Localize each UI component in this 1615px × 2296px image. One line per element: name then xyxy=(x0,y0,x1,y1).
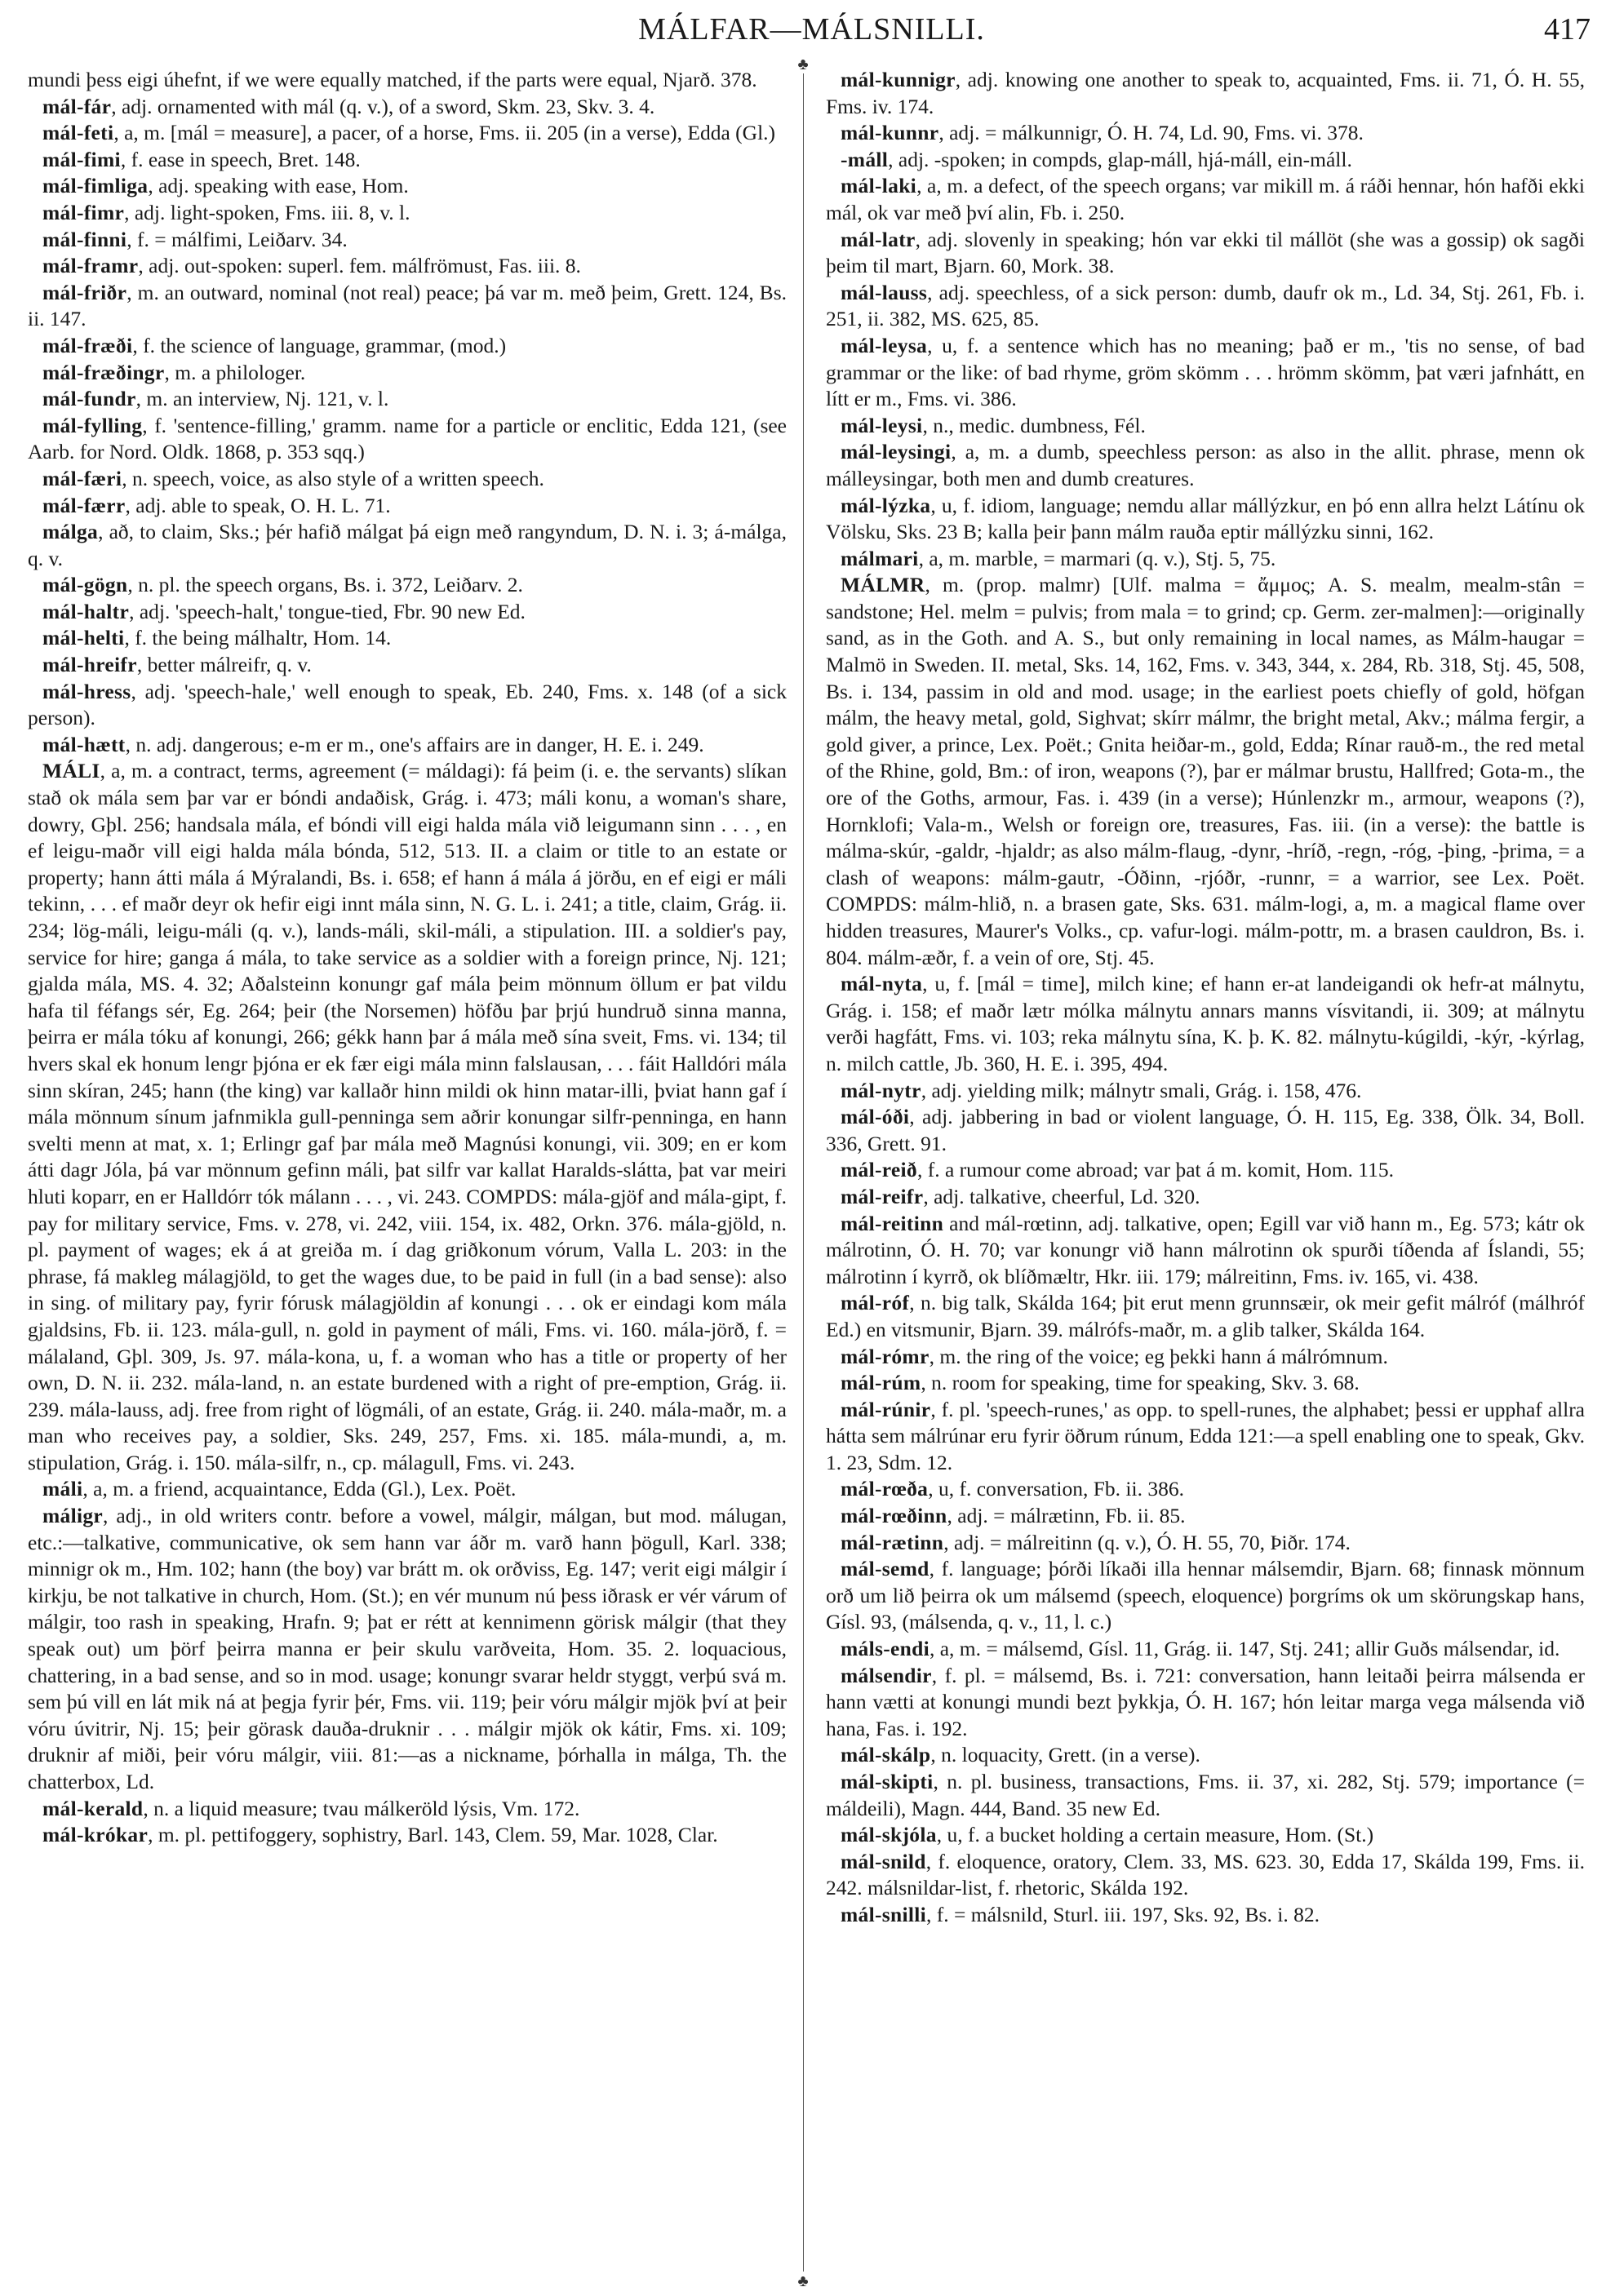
entry-headword: málmari xyxy=(841,546,919,570)
entry-definition: , f. pl. 'speech-runes,' as opp. to spell-runes, the alphabet; þessi er upphaf allra hátta sem málrúnar eru fyrir öðrum rúnum, Edda 121:—a spell enabling one to speak, Gkv. 1. 23, Sdm. 12. xyxy=(826,1397,1585,1474)
entry-headword: máls-endi xyxy=(841,1637,930,1661)
entry-definition: , a, m. a defect, of the speech organs; var mikill m. á ráði hennar, hón hafði ekki mál, ok var með því alin, Fb. i. 250. xyxy=(826,174,1585,224)
divider-ornament-bottom: ♣ xyxy=(797,2272,809,2290)
entry-definition: , a, m. a contract, terms, agreement (= máldagi): fá þeim (i. e. the servants) slíkan stað ok mála sem þar var er bóndi andaðisk, Grág. i. 473; máli konu, a woman's share, dowry, Gþl. 256; handsala mála, ef bóndi vill eigi halda mála við leigumann sinn . . . , en ef leigu-maðr vill eigi halda mála bónda, 512, 513. II. a claim or title to an estate or property; hann átti mála á Mýralandi, Bs. i. 658; ef hann á mála á jörðu, en ef eigi er máli tekinn, . . . ef maðr deyr ok hefir eigi innt mála sinn, N. G. L. i. 241; a title, claim, Grág. ii. 234; lög-máli, leigu-máli (q. v.), lands-máli, skil-máli, a stipulation. III. a soldier's pay, service for hire; ganga á mála, to take service as a soldier with a foreign prince, Nj. 121; gjalda mála, MS. 4. 32; Aðalsteinn konungr gaf mála þeim mönnum öllum er þat vildu hafa til féfangs sér, Eg. 264; þeir (the Norsemen) höfðu þar þrjú hundruð sinna manna, þeirra er mála tóku af konungi, 266; gékk hann þar á mála með sína sveit, Fms. vi. 134; til hvers skal ek honum lengr þjóna er ek fær eigi mála minn falslausan, . . . fáit Halldóri mála sinn skíran, 245; hann (the king) var kallaðr hinn mildi ok hinn matar-illi, þviat hann gaf í mála mönnum sínum jafnmikla gull-penninga sem aðrir konungar silfr-penninga, en hann svelti menn at mat, x. 1; Erlingr gaf þar mála með Magnúsi konungi, vii. 309; en er kom átti dagr Jóla, þá var mönnum gefinn máli, þat silfr var kallat Haralds-slátta, þat var meiri hluti koparr, en er Halldórr tók málann . . . , vi. 243. COMPDS: mála-gjöf and mála-gipt, f. pay for military service, Fms. v. 278, vi. 242, viii. 154, ix. 482, Orkn. 376. mála-gjöld, n. pl. payment of wages; ek á at greiða m. í dag griðkonum vórum, Valla L. 203: in the phrase, fá makleg málagjöld, to get the wages due, to be paid in full (in a bad sense): also in sing. of military pay, fyrir fórusk málagjöldin af konungi . . . ok er eindagi kom mála gjaldsins, Fb. ii. 123. mála-gull, n. gold in payment of máli, Fms. vi. 160. mála-jörð, f. = málaland, Gþl. 309, Js. 97. mála-kona, u, f. a woman who has a title or property of her own, D. N. ii. 232. mála-land, n. an estate burdened with a right of pre-emption, Grág. ii. 239. mála-lauss, adj. free from right of lögmáli, of an estate, Grág. ii. 240. mála-maðr, m. a man who receives pay, a soldier, Sks. 249, 257, Fms. xi. 185. mála-mundi, a, m. stipulation, Grág. i. 150. mála-silfr, n., cp. málagull, Fms. vi. 243. xyxy=(28,759,787,1474)
entry-headword: mál-óði xyxy=(841,1105,910,1129)
entry-definition: , f. the being málhaltr, Hom. 14. xyxy=(124,626,392,650)
entry-definition: , u, f. a bucket holding a certain measure, Hom. (St.) xyxy=(936,1823,1374,1847)
entry-headword: mál-kunnigr xyxy=(841,68,956,91)
dictionary-entry xyxy=(826,280,1585,333)
entry-definition: , f. 'sentence-filling,' gramm. name for a particle or enclitic, Edda 121, (see Aarb. for Nord. Oldk. 1868, p. 353 sqq.) xyxy=(28,413,787,464)
entry-headword: mál-fimliga xyxy=(42,174,149,198)
dictionary-entry xyxy=(28,758,787,1476)
entry-definition: , n. room for speaking, time for speaking, Skv. 3. 68. xyxy=(921,1371,1360,1395)
entry-headword: -máll xyxy=(841,147,889,171)
dictionary-entry xyxy=(826,147,1585,174)
entry-headword: mál-hreifr xyxy=(42,653,137,677)
entry-definition: , adj. -spoken; in compds, glap-máll, hjá-máll, ein-máll. xyxy=(888,147,1352,171)
entry-definition: , n. a liquid measure; tvau málkeröld lýsis, Vm. 172. xyxy=(143,1796,580,1820)
entry-headword: mál-lauss xyxy=(841,280,928,304)
entry-headword: mál-snild xyxy=(841,1849,926,1873)
entry-definition: , adj. able to speak, O. H. L. 71. xyxy=(125,493,391,517)
entry-definition: , adj. talkative, cheerful, Ld. 320. xyxy=(923,1184,1200,1208)
entry-headword: mál-hætt xyxy=(42,732,126,756)
entry-definition: , a, m. marble, = marmari (q. v.), Stj. 5, 75. xyxy=(918,546,1276,570)
dictionary-entry xyxy=(28,173,787,200)
dictionary-entry xyxy=(28,413,787,466)
dictionary-entry xyxy=(826,971,1585,1077)
entry-headword: mál-skálp xyxy=(841,1743,931,1767)
dictionary-entry xyxy=(826,1556,1585,1636)
dictionary-entry xyxy=(28,94,787,121)
entry-headword: málga xyxy=(42,520,99,544)
divider-ornament-top: ♣ xyxy=(797,55,809,73)
entry-headword: mál-rœðinn xyxy=(841,1504,947,1528)
entry-definition: , adj. knowing one another to speak to, acquainted, Fms. ii. 71, Ó. H. 55, Fms. iv. 174. xyxy=(826,68,1585,118)
entry-definition: , n. pl. the speech organs, Bs. i. 372, Leiðarv. 2. xyxy=(127,573,523,597)
dictionary-entry xyxy=(28,253,787,280)
dictionary-entry xyxy=(28,67,787,94)
dictionary-entry xyxy=(826,1290,1585,1343)
entry-headword: málsendir xyxy=(841,1663,932,1687)
dictionary-entry xyxy=(28,519,787,572)
entry-definition: , u, f. idiom, language; nemdu allar mállýzkur, en þó enn allra helzt Látínu ok Völsku, Sks. 23 B; kalla þeir þann málm rauða eptir mállýzku sinni, 162. xyxy=(826,493,1585,544)
entry-definition: , m. pl. pettifoggery, sophistry, Barl. 143, Clem. 59, Mar. 1028, Clar. xyxy=(148,1823,718,1847)
entry-definition: , að, to claim, Sks.; þér hafið málgat þá eign með rangyndum, D. N. i. 3; á-málga, q. v. xyxy=(28,520,787,570)
entry-definition: , f. a rumour come abroad; var þat á m. komit, Hom. 115. xyxy=(916,1158,1394,1182)
entry-headword: mál-færr xyxy=(42,493,126,517)
entry-headword: mál-lýzka xyxy=(841,493,931,517)
entry-headword: mál-helti xyxy=(42,626,125,650)
entry-definition: , u, f. conversation, Fb. ii. 386. xyxy=(928,1477,1184,1501)
entry-definition: , f. = málsnild, Sturl. iii. 197, Sks. 92, Bs. i. 82. xyxy=(926,1902,1320,1926)
entry-definition: , n. big talk, Skálda 164; þit erut menn grunnsæir, ok meir gefit málróf (málhróf Ed.) en vitsmunir, Bjarn. 39. málrófs-maðr, m. a glib talker, Skálda 164. xyxy=(826,1291,1585,1341)
entry-definition: , adj. slovenly in speaking; hón var ekki til mállöt (she was a gossip) ok sagði þeim til mart, Bjarn. 60, Mork. 38. xyxy=(826,227,1585,278)
dictionary-entry xyxy=(28,147,787,174)
dictionary-entry xyxy=(826,1157,1585,1184)
dictionary-entry xyxy=(826,439,1585,492)
dictionary-entry xyxy=(826,1636,1585,1663)
entry-definition: , m. the ring of the voice; eg þekki hann á málrómnum. xyxy=(929,1344,1388,1368)
entry-definition: , u, f. a sentence which has no meaning; það er m., 'tis no sense, of bad grammar or the like: of bad rhyme, gröm skömm . . . hrömm skömm, þat væri jafnhátt, en lítt er m., Fms. vi. 386. xyxy=(826,333,1585,411)
dictionary-entry xyxy=(28,572,787,599)
entry-headword: mál-leysingi xyxy=(841,440,952,464)
dictionary-entry xyxy=(826,413,1585,440)
entry-headword: mál-reitinn xyxy=(841,1211,944,1235)
entry-definition: and mál-rœtinn, adj. talkative, open; Egill var við hann m., Eg. 573; kátr ok málrotinn, Ó. H. 70; var konungr við hann málrotinn ok spurði tíðenda af Íslandi, 55; málrotinn í kyrrð, ok blíðmæltr, Hkr. iii. 179; málreitinn, Fms. iv. 165, vi. 438. xyxy=(826,1211,1585,1288)
entry-headword: mál-fylling xyxy=(42,413,143,437)
entry-definition: , f. ease in speech, Bret. 148. xyxy=(120,147,361,171)
dictionary-entry xyxy=(28,599,787,626)
entry-headword: mál-haltr xyxy=(42,599,130,623)
entry-headword: mál-semd xyxy=(841,1557,930,1581)
entry-headword: MÁLMR xyxy=(841,573,925,597)
entry-definition: , adj. speechless, of a sick person: dumb, daufr ok m., Ld. 34, Stj. 261, Fb. i. 251, ii. 382, MS. 625, 85. xyxy=(826,280,1585,331)
dictionary-entry xyxy=(826,1370,1585,1397)
entry-definition: , adj. light-spoken, Fms. iii. 8, v. l. xyxy=(124,200,410,224)
entry-definition: , m. an interview, Nj. 121, v. l. xyxy=(135,387,389,411)
page-title: MÁLFAR—MÁLSNILLI. xyxy=(638,12,985,47)
entry-headword: mál-framr xyxy=(42,254,139,278)
entry-definition: , n. adj. dangerous; e-m er m., one's affairs are in danger, H. E. i. 249. xyxy=(125,732,704,756)
entry-headword: mál-gögn xyxy=(42,573,128,597)
entry-definition: mundi þess eigi úhefnt, if we were equally matched, if the parts were equal, Njarð. 378. xyxy=(28,68,757,91)
entry-definition: , adj. 'speech-halt,' tongue-tied, Fbr. 90 new Ed. xyxy=(129,599,526,623)
entry-definition: , n., medic. dumbness, Fél. xyxy=(922,413,1146,437)
entry-definition: , f. eloquence, oratory, Clem. 33, MS. 623. 30, Edda 17, Skálda 199, Fms. ii. 242. málsnildar-list, f. rhetoric, Skálda 192. xyxy=(826,1849,1585,1900)
dictionary-entry xyxy=(28,1822,787,1849)
right-column xyxy=(826,67,1585,2280)
entry-headword: mál-fræði xyxy=(42,333,133,357)
dictionary-entry xyxy=(28,625,787,652)
entry-definition: , a, m. a friend, acquaintance, Edda (Gl.), Lex. Poët. xyxy=(82,1477,517,1501)
dictionary-entry xyxy=(826,1663,1585,1743)
dictionary-entry xyxy=(826,1211,1585,1291)
entry-headword: mál-fræðingr xyxy=(42,360,165,384)
entry-headword: mál-krókar xyxy=(42,1823,149,1847)
dictionary-entry xyxy=(28,493,787,520)
entry-headword: mál-latr xyxy=(841,227,916,251)
dictionary-entry xyxy=(826,1344,1585,1371)
entry-definition: , adj. yielding milk; málnytr smali, Grág. i. 158, 476. xyxy=(921,1078,1362,1102)
entry-definition: , a, m. [mál = measure], a pacer, of a horse, Fms. ii. 205 (in a verse), Edda (Gl.) xyxy=(113,121,776,145)
dictionary-entry xyxy=(28,1476,787,1503)
entry-headword: mál-fár xyxy=(42,94,112,118)
dictionary-entry xyxy=(826,1742,1585,1769)
entry-headword: mál-fimr xyxy=(42,200,125,224)
entry-headword: mál-nyta xyxy=(841,972,923,996)
entry-definition: , adj. ornamented with mál (q. v.), of a sword, Skm. 23, Skv. 3. 4. xyxy=(111,94,655,118)
entry-definition: , better málreifr, q. v. xyxy=(136,653,312,677)
dictionary-entry xyxy=(826,1184,1585,1211)
entry-definition: , n. loquacity, Grett. (in a verse). xyxy=(930,1743,1200,1767)
entry-definition: , f. the science of language, grammar, (mod.) xyxy=(132,333,507,357)
dictionary-entry xyxy=(826,1078,1585,1105)
entry-headword: mál-laki xyxy=(841,174,917,198)
dictionary-entry xyxy=(826,1476,1585,1503)
dictionary-entry xyxy=(28,120,787,147)
dictionary-entry xyxy=(28,652,787,679)
entry-definition: , m. (prop. malmr) [Ulf. malma = ἄμμος; A. S. mealm, mealm-stân = sandstone; Hel. melm = pulvis; from mala = to grind; cp. Germ. zer-malmen]:—originally sand, as in the Goth. and A. S., but only remaining in local names, as Málm-haugar = Malmö in Sweden. II. metal, Sks. 14, 162, Fms. v. 343, 344, x. 284, Rb. 318, Stj. 45, 508, Bs. i. 134, passim in old and mod. usage; in the earliest poets chiefly of gold, höfgan málm, the heavy metal, gold, Sighvat; skírr málmr, the bright metal, Akv.; málma fergir, a gold giver, a prince, Lex. Poët.; Gnita heiðar-m., gold, Edda; Rínar rauð-m., the red metal of the Rhine, gold, Bm.: of iron, weapons (?), þar er málmar brustu, Hallfred; Gota-m., the ore of the Goths, armour, Fas. i. 439 (in a verse); Húnlenzkr m., armour, weapons (?), Hornklofi; Vala-m., Welsh or foreign ore, treasures, Fas. iii. (in a verse): the battle is málma-skúr, -galdr, -hjaldr; as also málm-flaug, -dynr, -hríð, -regn, -róg, -þing, -þrima, = a clash of weapons: málm-gautr, -Óðinn, -rjóðr, -runnr, = a warrior, see Lex. Poët. COMPDS: málm-hlið, n. a brasen gate, Sks. 631. málm-logi, a, m. a magical flame over hidden treasures, Maurer's Volks., cp. vafur-logi. málm-pottr, m. a brasen cauldron, Bs. i. 804. málm-æðr, f. a vein of ore, Stj. 45. xyxy=(826,573,1585,969)
entry-definition: , a, m. = málsemd, Gísl. 11, Grág. ii. 147, Stj. 241; allir Guðs málsendar, id. xyxy=(929,1637,1560,1661)
entry-definition: , adj. 'speech-hale,' well enough to speak, Eb. 240, Fms. x. 148 (of a sick person). xyxy=(28,679,787,730)
entry-definition: , adj. jabbering in bad or violent language, Ó. H. 115, Eg. 338, Ölk. 34, Boll. 336, Grett. 91. xyxy=(826,1105,1585,1155)
entry-headword: mál-leysi xyxy=(841,413,923,437)
entry-headword: mál-kunnr xyxy=(841,121,939,145)
entry-headword: mál-snilli xyxy=(841,1902,927,1926)
dictionary-entry xyxy=(28,679,787,732)
entry-definition: , n. pl. business, transactions, Fms. ii. 37, xi. 282, Stj. 579; importance (= máldeili), Magn. 444, Band. 35 new Ed. xyxy=(826,1770,1585,1820)
entry-headword: mál-skipti xyxy=(841,1770,934,1793)
dictionary-entry xyxy=(28,200,787,227)
dictionary-entry xyxy=(826,173,1585,226)
entry-definition: , adj. = málreitinn (q. v.), Ó. H. 55, 70, Þiðr. 174. xyxy=(943,1530,1351,1554)
page-header xyxy=(33,7,1591,55)
entry-headword: mál-róf xyxy=(841,1291,910,1315)
dictionary-entry xyxy=(28,333,787,360)
left-column xyxy=(28,67,787,2280)
dictionary-entry xyxy=(826,1769,1585,1822)
entry-headword: mál-finni xyxy=(42,227,127,251)
entry-headword: mál-rætinn xyxy=(841,1530,944,1554)
entry-headword: mál-rúnir xyxy=(841,1397,931,1421)
page-number: 417 xyxy=(1544,12,1591,47)
dictionary-entry xyxy=(826,1822,1585,1849)
entry-definition: , adj. out-spoken: superl. fem. málfrömust, Fas. iii. 8. xyxy=(138,254,581,278)
entry-definition: , u, f. [mál = time], milch kine; ef hann er-at landeigandi ok hefr-at málnytu, Grág. i. 158; ef maðr lætr mólka málnytu annars manns vísvitandi, ii. 309; at málnytu verði hagfátt, Fms. vi. 103; reka málnytu sína, K. þ. K. 82. málnytu-kúgildi, -kýr, -kýrlag, n. milch cattle, Jb. 360, H. E. i. 395, 494. xyxy=(826,972,1585,1075)
dictionary-entry xyxy=(826,1503,1585,1530)
dictionary-entry xyxy=(28,1503,787,1796)
entry-headword: mál-kerald xyxy=(42,1796,144,1820)
entry-definition: , m. an outward, nominal (not real) peace; þá var m. með þeim, Grett. 124, Bs. ii. 147. xyxy=(28,280,787,331)
entry-headword: mál-fimi xyxy=(42,147,121,171)
entry-headword: mál-fundr xyxy=(42,387,136,411)
entry-headword: mál-færi xyxy=(42,466,122,490)
dictionary-entry xyxy=(826,1104,1585,1157)
entry-headword: MÁLI xyxy=(42,759,100,783)
dictionary-entry xyxy=(28,1796,787,1823)
dictionary-entry xyxy=(826,493,1585,546)
entry-definition: , adj., in old writers contr. before a vowel, málgir, málgan, but mod. málugan, etc.:—talkative, communicative, ok sem hann var áðr m. varð hann þögull, Karl. 338; minnigr ok m., Hm. 102; hann (the boy) var brátt m. ok orðviss, Eg. 147; verit eigi málgir í kirkju, be not talkative in church, Hom. (St.); en vér munum nú þess iðrask er vér várum of málgir, too rash in speaking, Hrafn. 9; þat er rétt at kennimenn görisk málgir (that they speak out) um þörf þeirra manna er þeir skulu varðveita, Hom. 35. 2. loquacious, chattering, in a bad sense, and so in mod. usage; konungr svarar heldr styggt, verþú svá m. sem þú vill en lát mik ná at þegja fyrir þér, Fms. vii. 119; þeir vóru málgir mjök því at þeir vóru úvitrir, Nj. 15; þeir görask dauða-druknir . . . málgir mjök ok kátir, Fms. xi. 109; druknir af miði, þeir vóru málgir, viii. 81:—as a nickname, þórhalla in málga, Th. the chatterbox, Ld. xyxy=(28,1504,787,1793)
entry-headword: mál-reið xyxy=(841,1158,917,1182)
entry-definition: , adj. = málrætinn, Fb. ii. 85. xyxy=(947,1504,1186,1528)
entry-headword: máligr xyxy=(42,1504,104,1528)
entry-definition: , a, m. a dumb, speechless person: as also in the allit. phrase, menn ok málleysingar, both men and dumb creatures. xyxy=(826,440,1585,490)
dictionary-entry xyxy=(826,67,1585,120)
dictionary-entry xyxy=(826,1397,1585,1477)
dictionary-entry xyxy=(826,120,1585,147)
dictionary-entry xyxy=(826,1849,1585,1902)
entry-definition: , f. pl. = málsemd, Bs. i. 721: conversation, hann leitaði þeirra málsenda er hann vætti at konungi mundi bezt þykkja, Ó. H. 167; hón leitar marga vega málsenda við hana, Fas. i. 192. xyxy=(826,1663,1585,1740)
entry-definition: , adj. speaking with ease, Hom. xyxy=(148,174,409,198)
column-divider xyxy=(803,73,804,2272)
entry-definition: , f. language; þórði líkaði illa hennar málsemdir, Bjarn. 68; finnask mönnum orð um lið þeirra ok um málsemd (speech, eloquence) þorgríms ok um skörungskap hans, Gísl. 93, (málsenda, q. v., 11, l. c.) xyxy=(826,1557,1585,1634)
entry-headword: mál-rómr xyxy=(841,1344,930,1368)
dictionary-entry xyxy=(826,1530,1585,1557)
dictionary-entry xyxy=(28,280,787,333)
entry-headword: mál-hress xyxy=(42,679,131,703)
dictionary-entry xyxy=(826,546,1585,573)
dictionary-entry xyxy=(28,227,787,254)
entry-definition: , f. = málfimi, Leiðarv. 34. xyxy=(126,227,348,251)
dictionary-entry xyxy=(826,1902,1585,1929)
entry-headword: máli xyxy=(42,1477,83,1501)
entry-headword: mál-rúm xyxy=(841,1371,921,1395)
dictionary-entry xyxy=(28,466,787,493)
entry-definition: , m. a philologer. xyxy=(164,360,306,384)
dictionary-entry xyxy=(826,227,1585,280)
dictionary-entry xyxy=(28,386,787,413)
dictionary-entry xyxy=(826,333,1585,413)
entry-definition: , adj. = málkunnigr, Ó. H. 74, Ld. 90, Fms. vi. 378. xyxy=(938,121,1364,145)
entry-headword: mál-reifr xyxy=(841,1184,924,1208)
entry-headword: mál-nytr xyxy=(841,1078,921,1102)
dictionary-entry xyxy=(826,572,1585,971)
entry-definition: , n. speech, voice, as also style of a written speech. xyxy=(122,466,544,490)
dictionary-entry xyxy=(28,360,787,387)
dictionary-entry xyxy=(28,732,787,759)
entry-headword: mál-rœða xyxy=(841,1477,929,1501)
entry-headword: mál-feti xyxy=(42,121,114,145)
entry-headword: mál-friðr xyxy=(42,280,127,304)
entry-headword: mál-leysa xyxy=(841,333,928,357)
entry-headword: mál-skjóla xyxy=(841,1823,937,1847)
